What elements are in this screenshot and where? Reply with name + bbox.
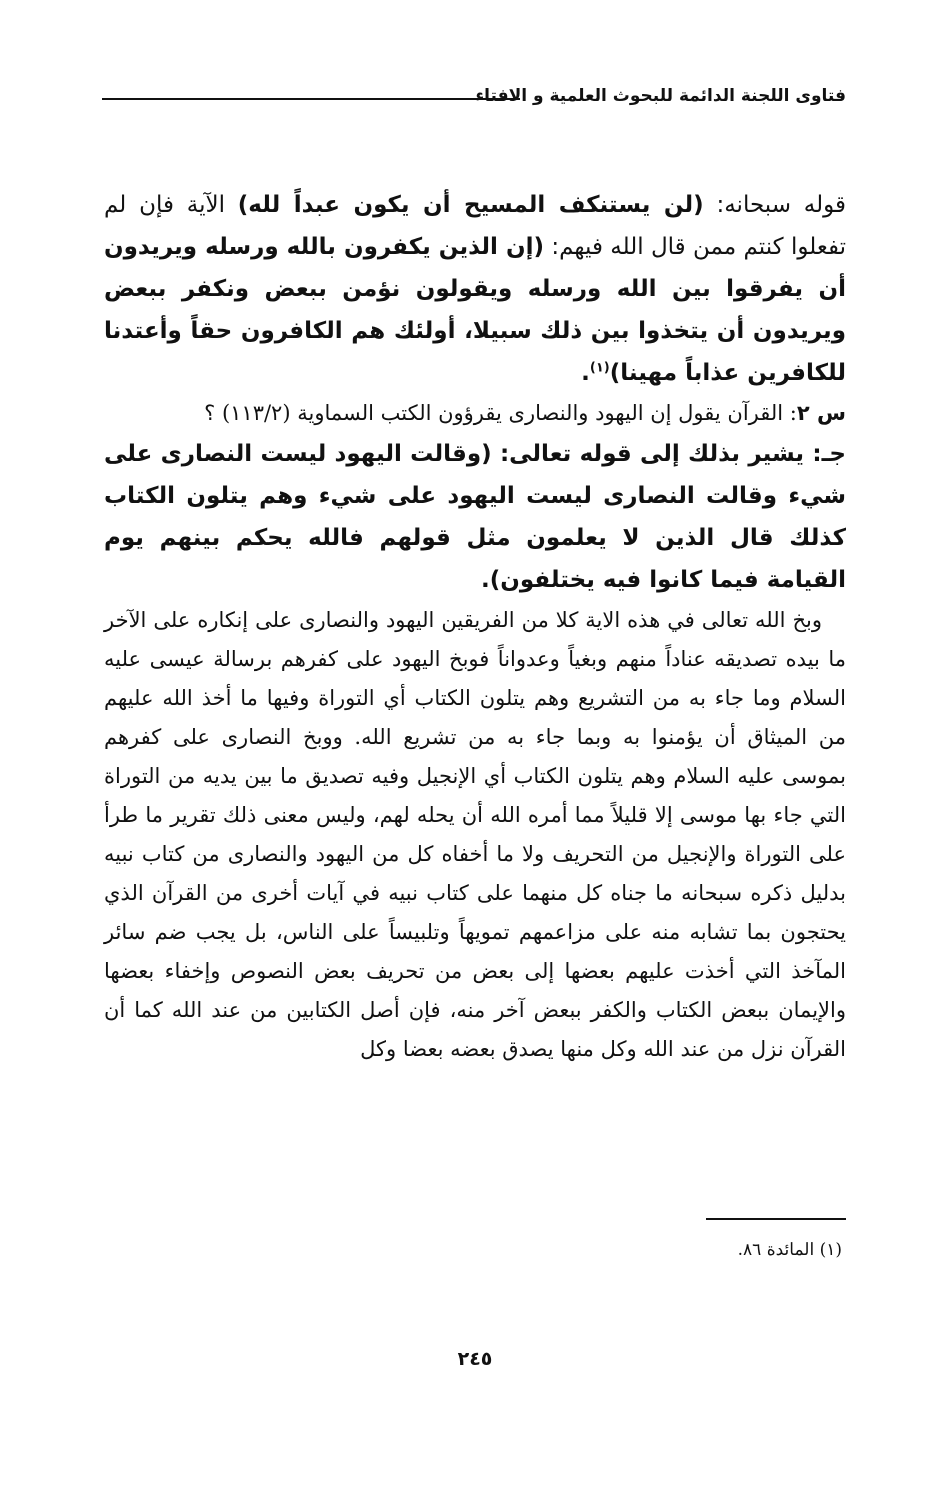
question-text: : القرآن يقول إن اليهود والنصارى يقرؤون الكتب السماوية (١١٣/٢) ؟ [204,401,797,425]
question-paragraph [104,394,846,433]
intro-text: قوله سبحانه: [703,192,846,218]
answer-paragraph [104,433,846,601]
page-number: ٢٤٥ [457,1348,493,1370]
verse-quote: (لن يستنكف المسيح أن يكون عبداً لله) [237,192,704,218]
body-text [104,184,846,1069]
header-rule [102,98,520,100]
commentary-paragraph: وبخ الله تعالى في هذه الاية كلا من الفريقين اليهود والنصارى على إنكاره على الآخر ما بيده تصديقه عناداً منهم وبغياً وعدواناً فوبخ اليهود على كفرهم برسالة عيسى عليه السلام وما جاء به من التشريع وهم يتلون الكتاب أي التوراة وفيها ما أخذ الله عليهم من الميثاق أن يؤمنوا به وبما جاء به من تشريع الله. ووبخ النصارى على كفرهم بموسى عليه السلام وهم يتلون الكتاب أي الإنجيل وفيه تصديق ما بين يديه من التوراة التي جاء بها موسى إلا قليلاً مما أمره الله أن يحله لهم، وليس معنى ذلك تقرير ما طرأ على التوراة والإنجيل من التحريف ولا ما أخفاه كل من اليهود والنصارى من كتاب نبيه بدليل ذكره سبحانه ما جناه كل منهما على كتاب نبيه في آيات أخرى من القرآن الذي يحتجون بما تشابه منه على مزاعمهم تمويهاً وتلبيساً على الناس، بل يجب ضم سائر المآخذ التي أخذت عليهم بعضها إلى بعض من تحريف بعض النصوص وإخفاء بعضها والإيمان ببعض الكتاب والكفر ببعض آخر منه، فإن أصل الكتابين من عند الله كما أن القرآن نزل من عند الله وكل منها يصدق بعضه بعضا وكل [104,608,846,1061]
question-label: س ٢ [796,401,846,425]
answer-label: جـ [821,441,846,467]
footnote-marker: (١) [589,360,610,376]
footnote-rule [706,1218,846,1220]
end-text: . [581,360,590,386]
paragraph-verse-quote [104,184,846,394]
footnote: (١) المائدة ٨٦. [737,1240,842,1260]
header-title: فتاوى اللجنة الدائمة للبحوث العلمية و الافتاء [475,86,846,106]
running-header [102,82,846,116]
verse-quote: (إن الذين يكفرون بالله ورسله ويريدون أن يفرقوا بين الله ورسله ويقولون نؤمن ببعض ونكفر ببعض ويريدون أن يتخذوا بين ذلك سبيلا، أولئك هم الكافرون حقاً وأعتدنا للكافرين عذاباً مهينا) [104,234,846,386]
answer-text: : يشير بذلك إلى قوله تعالى: (وقالت اليهود ليست النصارى على شيء وقالت النصارى ليست اليهود على شيء وهم يتلون الكتاب كذلك قال الذين لا يعلمون مثل قولهم فالله يحكم بينهم يوم القيامة فيما كانوا فيه يختلفون). [104,441,846,593]
mid-text: الآية فإن لم تفعلوا كنتم ممن قال الله فيهم: [104,192,846,260]
